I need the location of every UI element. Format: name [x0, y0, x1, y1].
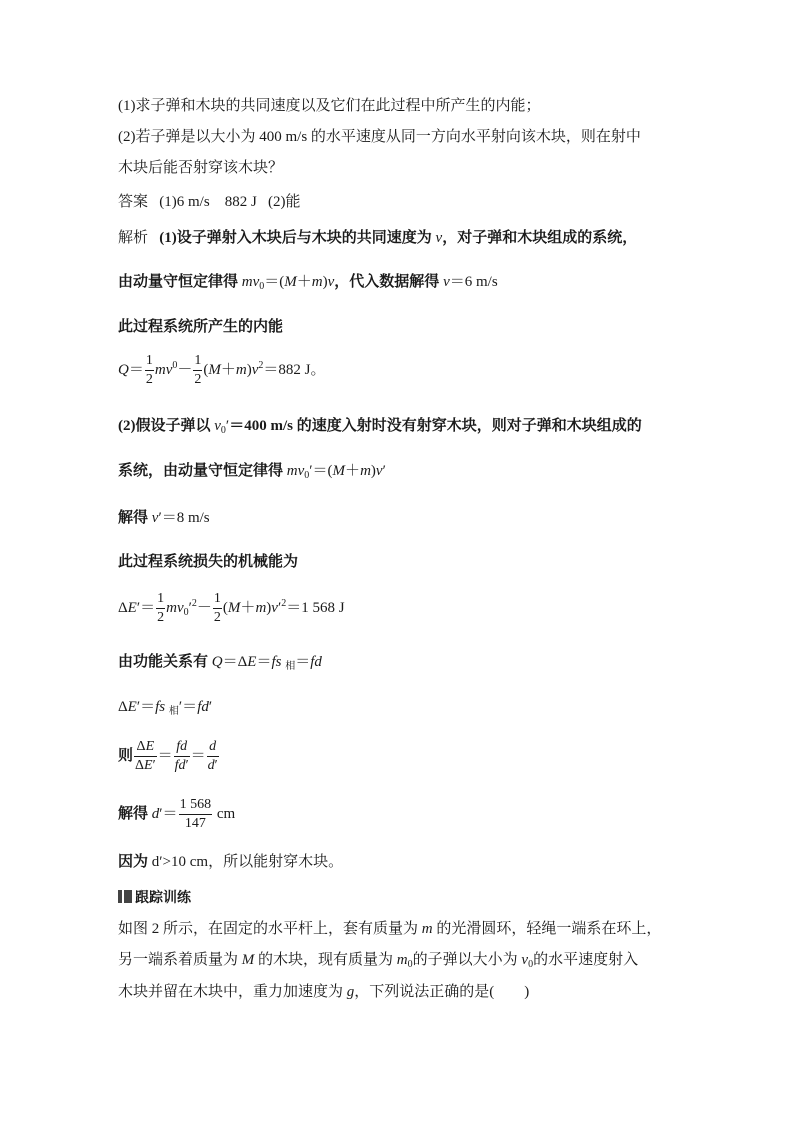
- analysis-line-1: 解析 (1)设子弹射入木块后与木块的共同速度为 v，对子弹和木块组成的系统，: [118, 230, 638, 246]
- tracking-line-1: 如图 2 所示，在固定的水平杆上，套有质量为 m 的光滑圆环，轻绳一端系在环上，: [118, 921, 662, 937]
- question-part-2: (2)若子弹是以大小为 400 m/s 的水平速度从同一方向水平射向该木块，则在射中: [118, 129, 641, 145]
- tracking-heading: 跟踪训练: [118, 889, 191, 909]
- question-part-1: (1)求子弹和木块的共同速度以及它们在此过程中所产生的内能；: [118, 98, 541, 114]
- analysis-line-5: 系统，由动量守恒定律得 $mv_0'=(M+m)v'$: [118, 463, 386, 481]
- analysis-line-6: 解得 v′＝8 m/s: [118, 510, 210, 526]
- analysis-line-4: (2)假设子弹以 $v_0'=400$ m/s 的速度入射时没有射穿木块，则对子弹和木块组成的: [118, 418, 642, 436]
- analysis-line-2: 由动量守恒定律得 $mv_0=(M+m)v$，代入数据解得 v＝6 m/s: [118, 274, 498, 292]
- section-marker-icon: [118, 890, 132, 903]
- analysis-line-7: 此过程系统损失的机械能为: [118, 554, 299, 570]
- analysis-line-8: 由功能关系有 Q＝ΔE＝fs $_相$＝fd: [118, 654, 322, 672]
- analysis-line-3: 此过程系统所产生的内能: [118, 319, 284, 335]
- analysis-label: 解析: [118, 230, 149, 246]
- tracking-line-3: 木块并留在木块中，重力加速度为 g，下列说法正确的是( ): [118, 984, 530, 1000]
- analysis-conclusion: 因为 d′>10 cm，所以能射穿木块。: [118, 854, 344, 870]
- answer-energy: 882 J: [224, 194, 257, 210]
- equation-mechanical-loss: ΔE′＝ $\frac{1}{2}$ $mv_0'^2-$ $\frac{1}{2}$ $(M+m)v'^2=1$ 568 J: [118, 591, 345, 625]
- tracking-line-2: 另一端系着质量为 M 的木块，现有质量为 $m_0$的子弹以大小为 $v_0$的水平速度射入: [118, 952, 639, 970]
- equation-internal-energy: Q＝ $\frac{1}{2}$ $mv^0-$ $\frac{1}{2}$ $(M+m)v^2=882$ J。: [118, 353, 326, 387]
- ratio-equation: 则 $\frac{\Delta E}{\Delta E'}$ ＝ $\frac{fd}{fd'}$ ＝ $\frac{d}{d'}$: [118, 739, 218, 773]
- question-part-2-cont: 木块后能否射穿该木块？: [118, 160, 284, 176]
- answer-velocity: (1)6 m/s: [159, 194, 210, 210]
- answer-label: 答案: [118, 194, 149, 210]
- answer-part2: (2)能: [268, 194, 301, 210]
- analysis-line-9: ΔE′＝fs $_相$′＝fd′: [118, 699, 213, 717]
- solve-d-prime: 解得 d′＝ $\frac{1 568}{147}$ cm: [118, 797, 236, 831]
- answer-line: [118, 192, 301, 212]
